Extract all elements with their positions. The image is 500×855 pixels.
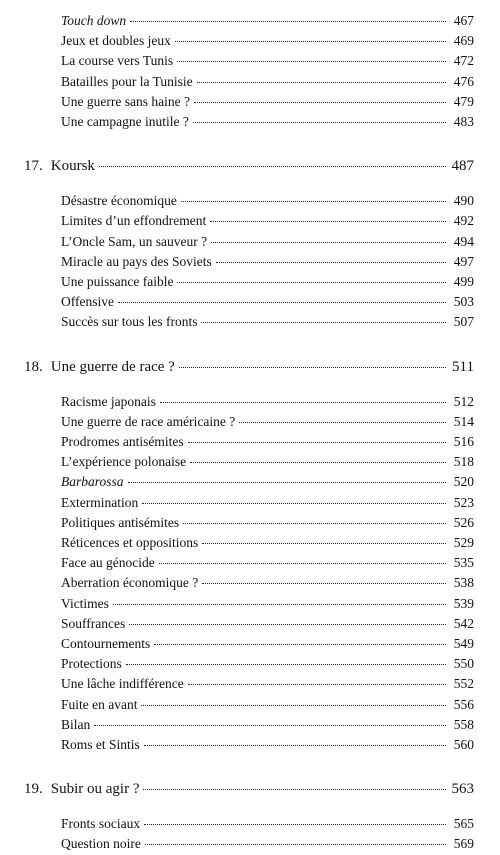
- dot-leader: [154, 644, 446, 645]
- toc-entry-title: Une guerre de race américaine ?: [61, 413, 236, 429]
- toc-chapter-number: 19.: [24, 781, 43, 798]
- toc-page-number: 472: [453, 53, 474, 69]
- dot-leader: [179, 367, 446, 368]
- toc-page-number: 497: [453, 253, 474, 269]
- dot-leader: [141, 705, 446, 706]
- toc-entry-row: [61, 834, 474, 854]
- toc-page-number: 494: [453, 233, 474, 249]
- toc-entry-row: [61, 814, 474, 834]
- toc-entry-row: [61, 412, 474, 432]
- toc-page-number: 569: [453, 836, 474, 852]
- dot-leader: [128, 482, 446, 483]
- toc-page-number: 476: [453, 73, 474, 89]
- toc-entry-title: Batailles pour la Tunisie: [61, 73, 193, 89]
- toc-entry-title: Extermination: [61, 494, 139, 510]
- toc-entry-title: Aberration économique ?: [61, 575, 199, 591]
- toc-entry-row: [61, 211, 474, 231]
- toc-entry-title: Protections: [61, 656, 122, 672]
- toc-entry-row: [61, 292, 474, 312]
- toc-entry-title: Face au génocide: [61, 555, 155, 571]
- toc-entry-title: Une lâche indifférence: [61, 676, 184, 692]
- dot-leader: [193, 122, 446, 123]
- toc-entry-title: Prodromes antisémites: [61, 434, 184, 449]
- dot-leader: [145, 844, 446, 845]
- dot-leader: [143, 789, 446, 790]
- toc-page-number: 490: [453, 193, 474, 209]
- dot-leader: [216, 262, 446, 263]
- toc-entry-row: [61, 452, 474, 472]
- dot-leader: [175, 41, 446, 42]
- toc-entry-title: Barbarossa: [61, 474, 124, 490]
- toc-page-number: 499: [453, 274, 474, 289]
- toc-entry-row: [61, 92, 474, 112]
- dot-leader: [188, 684, 446, 685]
- toc-page-number: 523: [453, 494, 474, 510]
- toc-page-number: 565: [453, 816, 474, 832]
- toc-page-number: 535: [453, 555, 474, 571]
- toc-chapter-title: Une guerre de race ?: [50, 358, 175, 375]
- toc-entry-title: Politiques antisémites: [61, 514, 180, 530]
- toc-entry-title: Succès sur tous les fronts: [61, 314, 198, 330]
- toc-page-number: 503: [453, 294, 474, 310]
- dot-leader: [197, 82, 446, 83]
- toc-page-number: 469: [453, 33, 474, 49]
- toc-entry-row: [61, 31, 474, 51]
- toc-entry-title: Fuite en avant: [61, 696, 138, 712]
- toc-entry-title: Touch down: [61, 13, 127, 28]
- toc-page-number: 520: [453, 474, 474, 490]
- toc-page-number: 529: [453, 535, 474, 550]
- dot-leader: [160, 402, 446, 403]
- toc-entry-row: [61, 72, 474, 92]
- toc-entry-row: [61, 533, 474, 553]
- toc-entry-title: L’expérience polonaise: [61, 454, 187, 470]
- dot-leader: [188, 442, 446, 443]
- dot-leader: [129, 624, 446, 625]
- toc-page-number: 511: [452, 358, 474, 375]
- toc-page-number: 538: [453, 575, 474, 591]
- dot-leader: [126, 664, 446, 665]
- toc-chapter-row: [24, 778, 474, 800]
- toc-page-number: 516: [453, 434, 474, 449]
- toc-entry-title: Une puissance faible: [61, 274, 174, 289]
- toc-entry-title: La course vers Tunis: [61, 53, 174, 69]
- toc-entry-row: [61, 513, 474, 533]
- toc-chapter-row: [24, 155, 474, 177]
- dot-leader: [144, 824, 446, 825]
- toc-entry-row: [61, 715, 474, 735]
- toc-page-number: 526: [453, 514, 474, 530]
- toc-entry-title: Limites d’un effondrement: [61, 213, 207, 229]
- dot-leader: [210, 221, 446, 222]
- toc-page-number: 483: [453, 114, 474, 129]
- toc-entry-title: Victimes: [61, 595, 109, 611]
- toc-entry-row: [61, 191, 474, 211]
- toc-entry-row: [61, 654, 474, 674]
- toc-entry-row: [61, 553, 474, 573]
- toc-chapter-number: 17.: [24, 158, 43, 175]
- toc-entry-row: [61, 634, 474, 654]
- dot-leader: [159, 563, 446, 564]
- toc-page-number: 549: [453, 636, 474, 651]
- dot-leader: [99, 166, 446, 167]
- toc-entry-row: [61, 614, 474, 634]
- toc-entry-title: Désastre économique: [61, 193, 177, 209]
- dot-leader: [94, 725, 446, 726]
- toc-page-number: 514: [453, 413, 474, 429]
- toc-entry-row: [61, 51, 474, 71]
- toc-entry-title: Fronts sociaux: [61, 816, 141, 832]
- toc-entry-title: L’Oncle Sam, un sauveur ?: [61, 233, 208, 249]
- toc-page-number: 558: [453, 716, 474, 732]
- toc-entry-row: [61, 11, 474, 31]
- toc-entry-title: Racisme japonais: [61, 393, 156, 409]
- toc-page-number: 492: [453, 213, 474, 229]
- dot-leader: [142, 503, 446, 504]
- toc-entry-title: Question noire: [61, 836, 141, 852]
- toc-page-number: 560: [453, 737, 474, 752]
- toc-page-number: 487: [451, 158, 474, 175]
- toc-entry-row: [61, 573, 474, 593]
- toc-page-number: 512: [453, 393, 474, 409]
- toc-entry-row: [61, 493, 474, 513]
- dot-leader: [144, 745, 446, 746]
- toc-entry-title: Jeux et doubles jeux: [61, 33, 171, 49]
- toc-chapter-title: Subir ou agir ?: [50, 781, 140, 798]
- toc-entry-title: Réticences et oppositions: [61, 535, 199, 550]
- toc-page-number: 518: [453, 454, 474, 470]
- toc-entry-row: [61, 232, 474, 252]
- toc-entry-title: Contournements: [61, 636, 151, 651]
- dot-leader: [211, 242, 446, 243]
- dot-leader: [202, 543, 446, 544]
- toc-entry-row: [61, 252, 474, 272]
- toc-entry-row: [61, 472, 474, 492]
- toc-entry-row: [61, 674, 474, 694]
- toc-page-number: 479: [453, 93, 474, 109]
- dot-leader: [239, 422, 446, 423]
- toc-entry-row: [61, 392, 474, 412]
- toc-chapter-row: [24, 356, 474, 378]
- toc-entry-title: Bilan: [61, 716, 91, 732]
- toc-page-number: 556: [453, 696, 474, 712]
- toc-entry-row: [61, 312, 474, 332]
- toc-entry-row: [61, 272, 474, 292]
- toc-entry-title: Miracle au pays des Soviets: [61, 253, 212, 269]
- dot-leader: [202, 583, 446, 584]
- toc-entry-title: Une guerre sans haine ?: [61, 93, 190, 109]
- toc-page-number: 552: [453, 676, 474, 692]
- toc-entry-row: [61, 594, 474, 614]
- toc-entry-title: Souffrances: [61, 615, 126, 631]
- toc-entry-title: Une campagne inutile ?: [61, 114, 189, 129]
- toc-page-number: 507: [453, 314, 474, 330]
- dot-leader: [118, 302, 446, 303]
- toc-page-number: 542: [453, 615, 474, 631]
- dot-leader: [194, 102, 446, 103]
- toc-page-number: 550: [453, 656, 474, 672]
- dot-leader: [201, 322, 446, 323]
- dot-leader: [183, 523, 446, 524]
- toc-entry-title: Offensive: [61, 294, 114, 310]
- toc-entry-row: [61, 695, 474, 715]
- toc-entry-row: [61, 735, 474, 755]
- toc-entry-row: [61, 432, 474, 452]
- toc-page-number: 563: [451, 781, 474, 798]
- dot-leader: [113, 604, 446, 605]
- dot-leader: [190, 462, 446, 463]
- toc-chapter-title: Koursk: [50, 158, 95, 175]
- dot-leader: [177, 282, 446, 283]
- dot-leader: [177, 61, 446, 62]
- toc-entry-row: [61, 112, 474, 132]
- toc-chapter-number: 18.: [24, 358, 43, 375]
- toc-entry-title: Roms et Sintis: [61, 737, 140, 752]
- toc-page-number: 467: [453, 13, 474, 28]
- toc-page-number: 539: [453, 595, 474, 611]
- dot-leader: [130, 21, 446, 22]
- dot-leader: [181, 201, 446, 202]
